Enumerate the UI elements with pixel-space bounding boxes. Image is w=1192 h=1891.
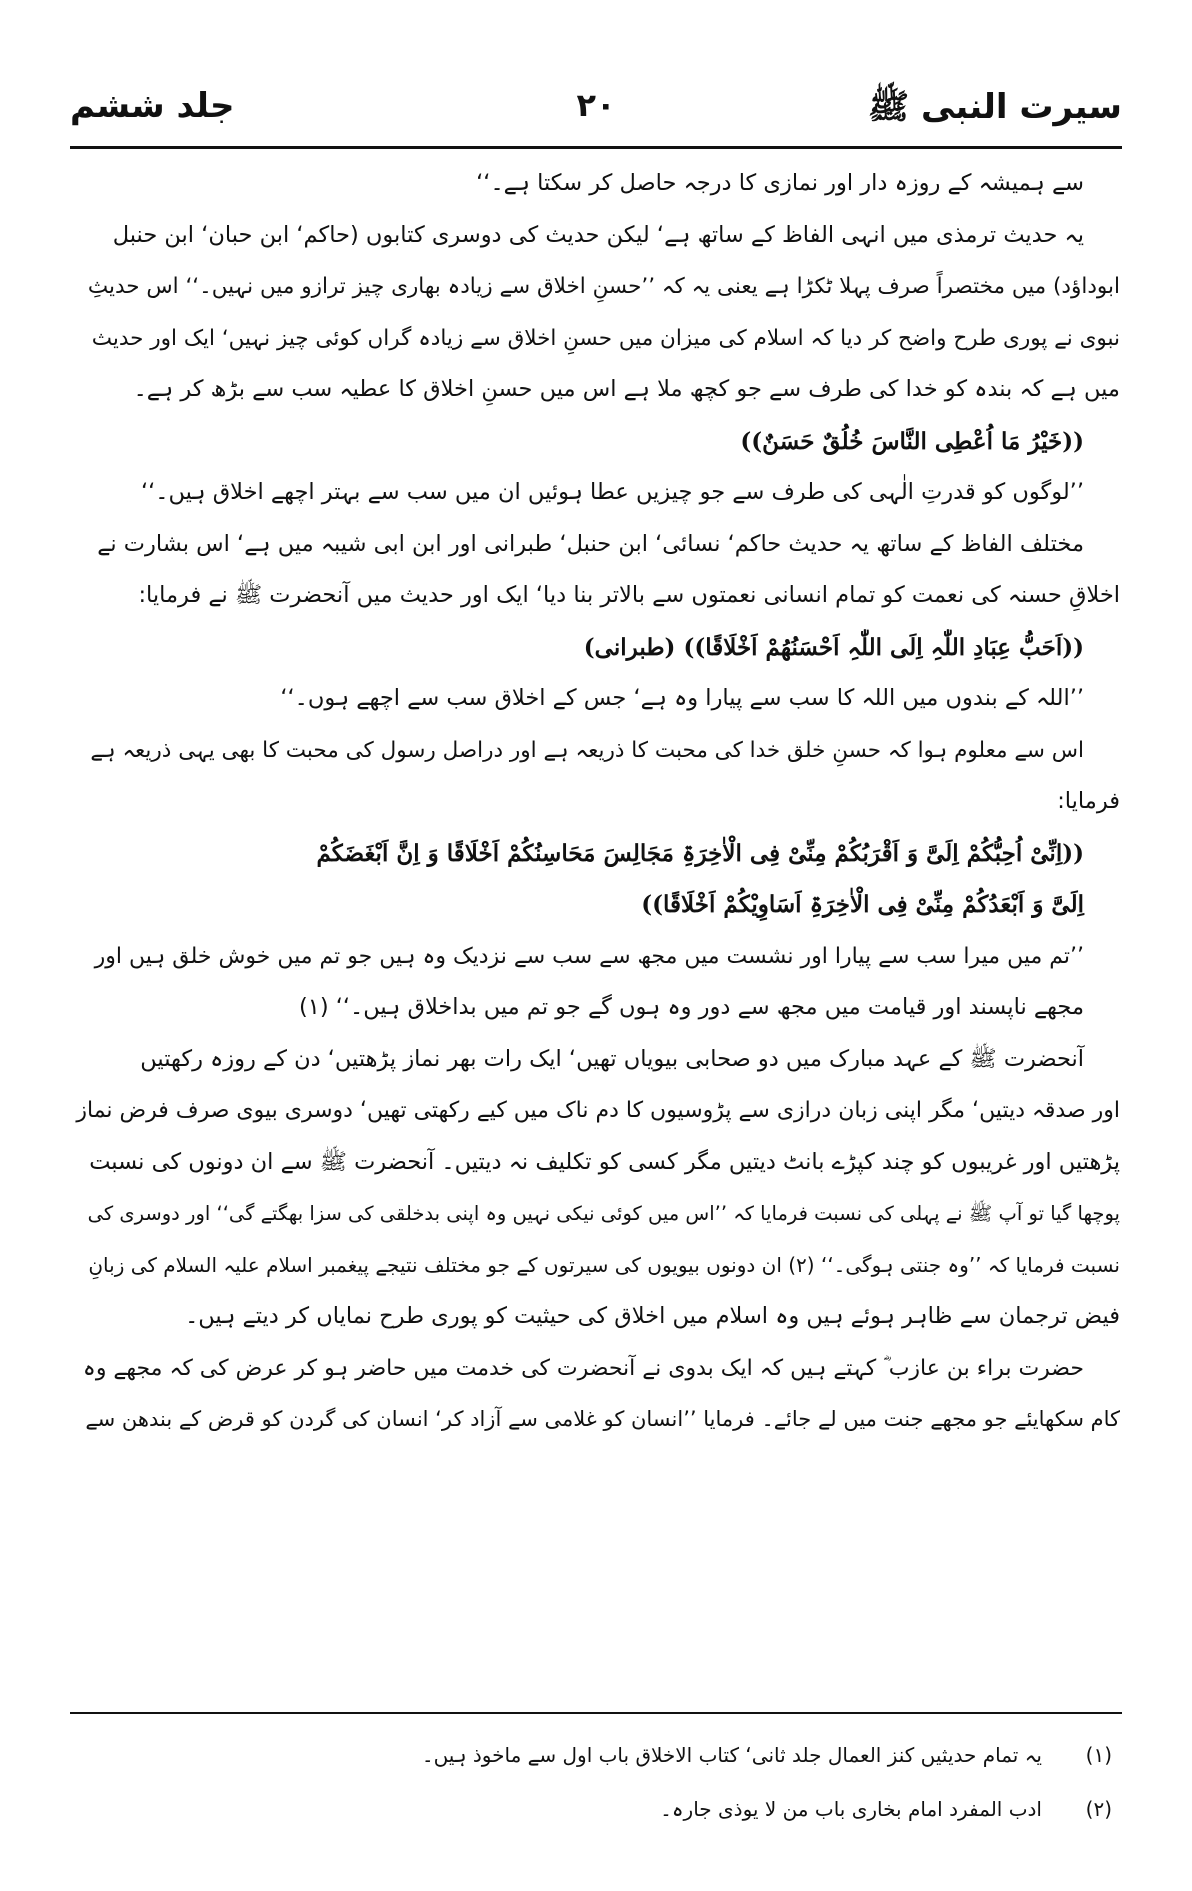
text-line: فرمایا: bbox=[1057, 788, 1120, 814]
arabic-quote-line: اِلَیَّ وَ اَبْعَدُکُمْ مِنِّیْ فِی الْاٰخِرَۃِ اَسَاوِیْکُمْ اَخْلَاقًا)) bbox=[641, 891, 1084, 918]
text-line: یہ حدیث ترمذی میں انہی الفاظ کے ساتھ ہے‘ لیکن حدیث کی دوسری کتابوں (حاکم‘ ابن حبان‘ ابن حنبل bbox=[112, 221, 1084, 248]
body-text bbox=[74, 158, 1120, 1446]
text-line: ’’تم میں میرا سب سے پیارا اور نشست میں مجھ سے سب سے نزدیک وہ ہیں جو تم میں خوش خلق ہیں اور bbox=[94, 943, 1084, 969]
text-line: سے ہمیشہ کے روزہ دار اور نمازی کا درجہ حاصل کر سکتا ہے۔‘‘ bbox=[476, 170, 1084, 196]
text-line: مختلف الفاظ کے ساتھ یہ حدیث حاکم‘ نسائی‘ ابن حنبل‘ طبرانی اور ابن ابی شیبہ میں ہے‘ اس بشارت نے bbox=[97, 530, 1084, 557]
text-line: فیض ترجمان سے ظاہر ہوئے ہیں وہ اسلام میں اخلاق کی حیثیت کو پوری طرح نمایاں کر دیتے ہیں۔ bbox=[185, 1303, 1120, 1329]
text-line: پوچھا گیا تو آپ ﷺ نے پہلی کی نسبت فرمایا کہ ’’اس میں کوئی نیکی نہیں وہ اپنی بدخلقی کی سزا بھگتے گی‘‘ اور دوسری کی bbox=[87, 1202, 1120, 1225]
arabic-quote-line: ((اَحَبُّ عِبَادِ اللّٰہِ اِلَی اللّٰہِ اَحْسَنُھُمْ اَخْلَاقًا)) (طبرانی) bbox=[583, 633, 1084, 661]
page-header bbox=[70, 78, 1122, 138]
text-line: حضرت براء بن عازب ؓ کہتے ہیں کہ ایک بدوی نے آنحضرت کی خدمت میں حاضر ہو کر عرض کی کہ مجھے وہ bbox=[82, 1355, 1084, 1381]
footnote-text: ادب المفرد امام بخاری باب من لا یوذی جارہ۔ bbox=[660, 1797, 1042, 1821]
text-line: آنحضرت ﷺ کے عہد مبارک میں دو صحابی بیویاں تھیں‘ ایک رات بھر نماز پڑھتیں‘ دن کے روزہ رکھتیں bbox=[140, 1045, 1084, 1072]
volume-label: جلد ششم bbox=[70, 86, 235, 126]
arabic-quote-line: ((اِنِّیْ اُحِبُّکُمْ اِلَیَّ وَ اَقْرَبُکُمْ مِنِّیْ فِی الْاٰخِرَۃِ مَجَالِسَ مَحَاسِنُکُمْ اَخْلَاقًا وَ اِنَّ اَبْغَضَکُمْ bbox=[316, 839, 1084, 867]
text-line: نسبت فرمایا کہ ’’وہ جنتی ہوگی۔‘‘ (۲) ان دونوں بیویوں کی سیرتوں کے جو مختلف نتیجے پیغمبر اسلام علیہ السلام کی زبانِ bbox=[88, 1252, 1120, 1277]
footnotes bbox=[74, 1728, 1120, 1836]
text-line: ’’اللہ کے بندوں میں اللہ کا سب سے پیارا وہ ہے‘ جس کے اخلاق سب سے اچھے ہوں۔‘‘ bbox=[280, 685, 1084, 711]
text-line: اخلاقِ حسنہ کی نعمت کو تمام انسانی نعمتوں سے بالاتر بنا دیا‘ ایک اور حدیث میں آنحضرت ﷺ نے فرمایا: bbox=[138, 582, 1120, 608]
text-line: اور صدقہ دیتیں‘ مگر اپنی زبان درازی سے پڑوسیوں کا دم ناک میں کیے رکھتی تھیں‘ دوسری بیوی صرف فرض نماز bbox=[76, 1098, 1120, 1123]
footnote bbox=[74, 1728, 1120, 1782]
footnote-rule bbox=[70, 1712, 1122, 1714]
footnote-marker: (۱) bbox=[1085, 1743, 1112, 1767]
text-line: نبوی نے پوری طرح واضح کر دیا کہ اسلام کی میزان میں حسنِ اخلاق سے زیادہ گراں کوئی چیز نہیں‘ ایک اور حدیث bbox=[91, 325, 1120, 351]
text-line: مجھے ناپسند اور قیامت میں مجھ سے دور وہ ہوں گے جو تم میں بداخلاق ہیں۔‘‘ (۱) bbox=[298, 994, 1084, 1020]
footnote-text: یہ تمام حدیثیں کنز العمال جلد ثانی‘ کتاب الاخلاق باب اول سے ماخوذ ہیں۔ bbox=[421, 1743, 1042, 1767]
page-number: ۲۰ bbox=[576, 86, 616, 124]
text-line: میں ہے کہ بندہ کو خدا کی طرف سے جو کچھ ملا ہے اس میں حسنِ اخلاق کا عطیہ سب سے بڑھ کر ہے۔ bbox=[133, 376, 1120, 402]
arabic-quote-line: ((خَیْرُ مَا اُعْطِی النَّاسَ خُلُقٌ حَسَنٌ)) bbox=[740, 427, 1084, 455]
header-rule bbox=[70, 146, 1122, 149]
text-line: ابوداؤد) میں مختصراً صرف پہلا ٹکڑا ہے یعنی یہ کہ ’’حسنِ اخلاق سے زیادہ بھاری چیز ترازو میں نہیں۔‘‘ اس حدیثِ bbox=[87, 274, 1120, 299]
text-line: کام سکھایئے جو مجھے جنت میں لے جائے۔ فرمایا ’’انسان کو غلامی سے آزاد کر‘ انسان کی گردن کو قرض کے بندھن سے bbox=[85, 1407, 1120, 1431]
footnote bbox=[74, 1782, 1120, 1836]
text-line: ’’لوگوں کو قدرتِ الٰہی کی طرف سے جو چیزیں عطا ہوئیں ان میں سب سے بہتر اچھے اخلاق ہیں۔‘‘ bbox=[140, 479, 1084, 505]
book-title: سیرت النبی ﷺ bbox=[868, 87, 1122, 127]
text-line: پڑھتیں اور غریبوں کو چند کپڑے بانٹ دیتیں مگر کسی کو تکلیف نہ دیتیں۔ آنحضرت ﷺ سے ان دونوں کی نسبت bbox=[89, 1148, 1120, 1175]
footnote-marker: (۲) bbox=[1085, 1797, 1112, 1821]
text-line: اس سے معلوم ہوا کہ حسنِ خلق خدا کی محبت کا ذریعہ ہے اور دراصل رسول کی محبت کا بھی یہی ذریعہ ہے bbox=[90, 737, 1084, 763]
